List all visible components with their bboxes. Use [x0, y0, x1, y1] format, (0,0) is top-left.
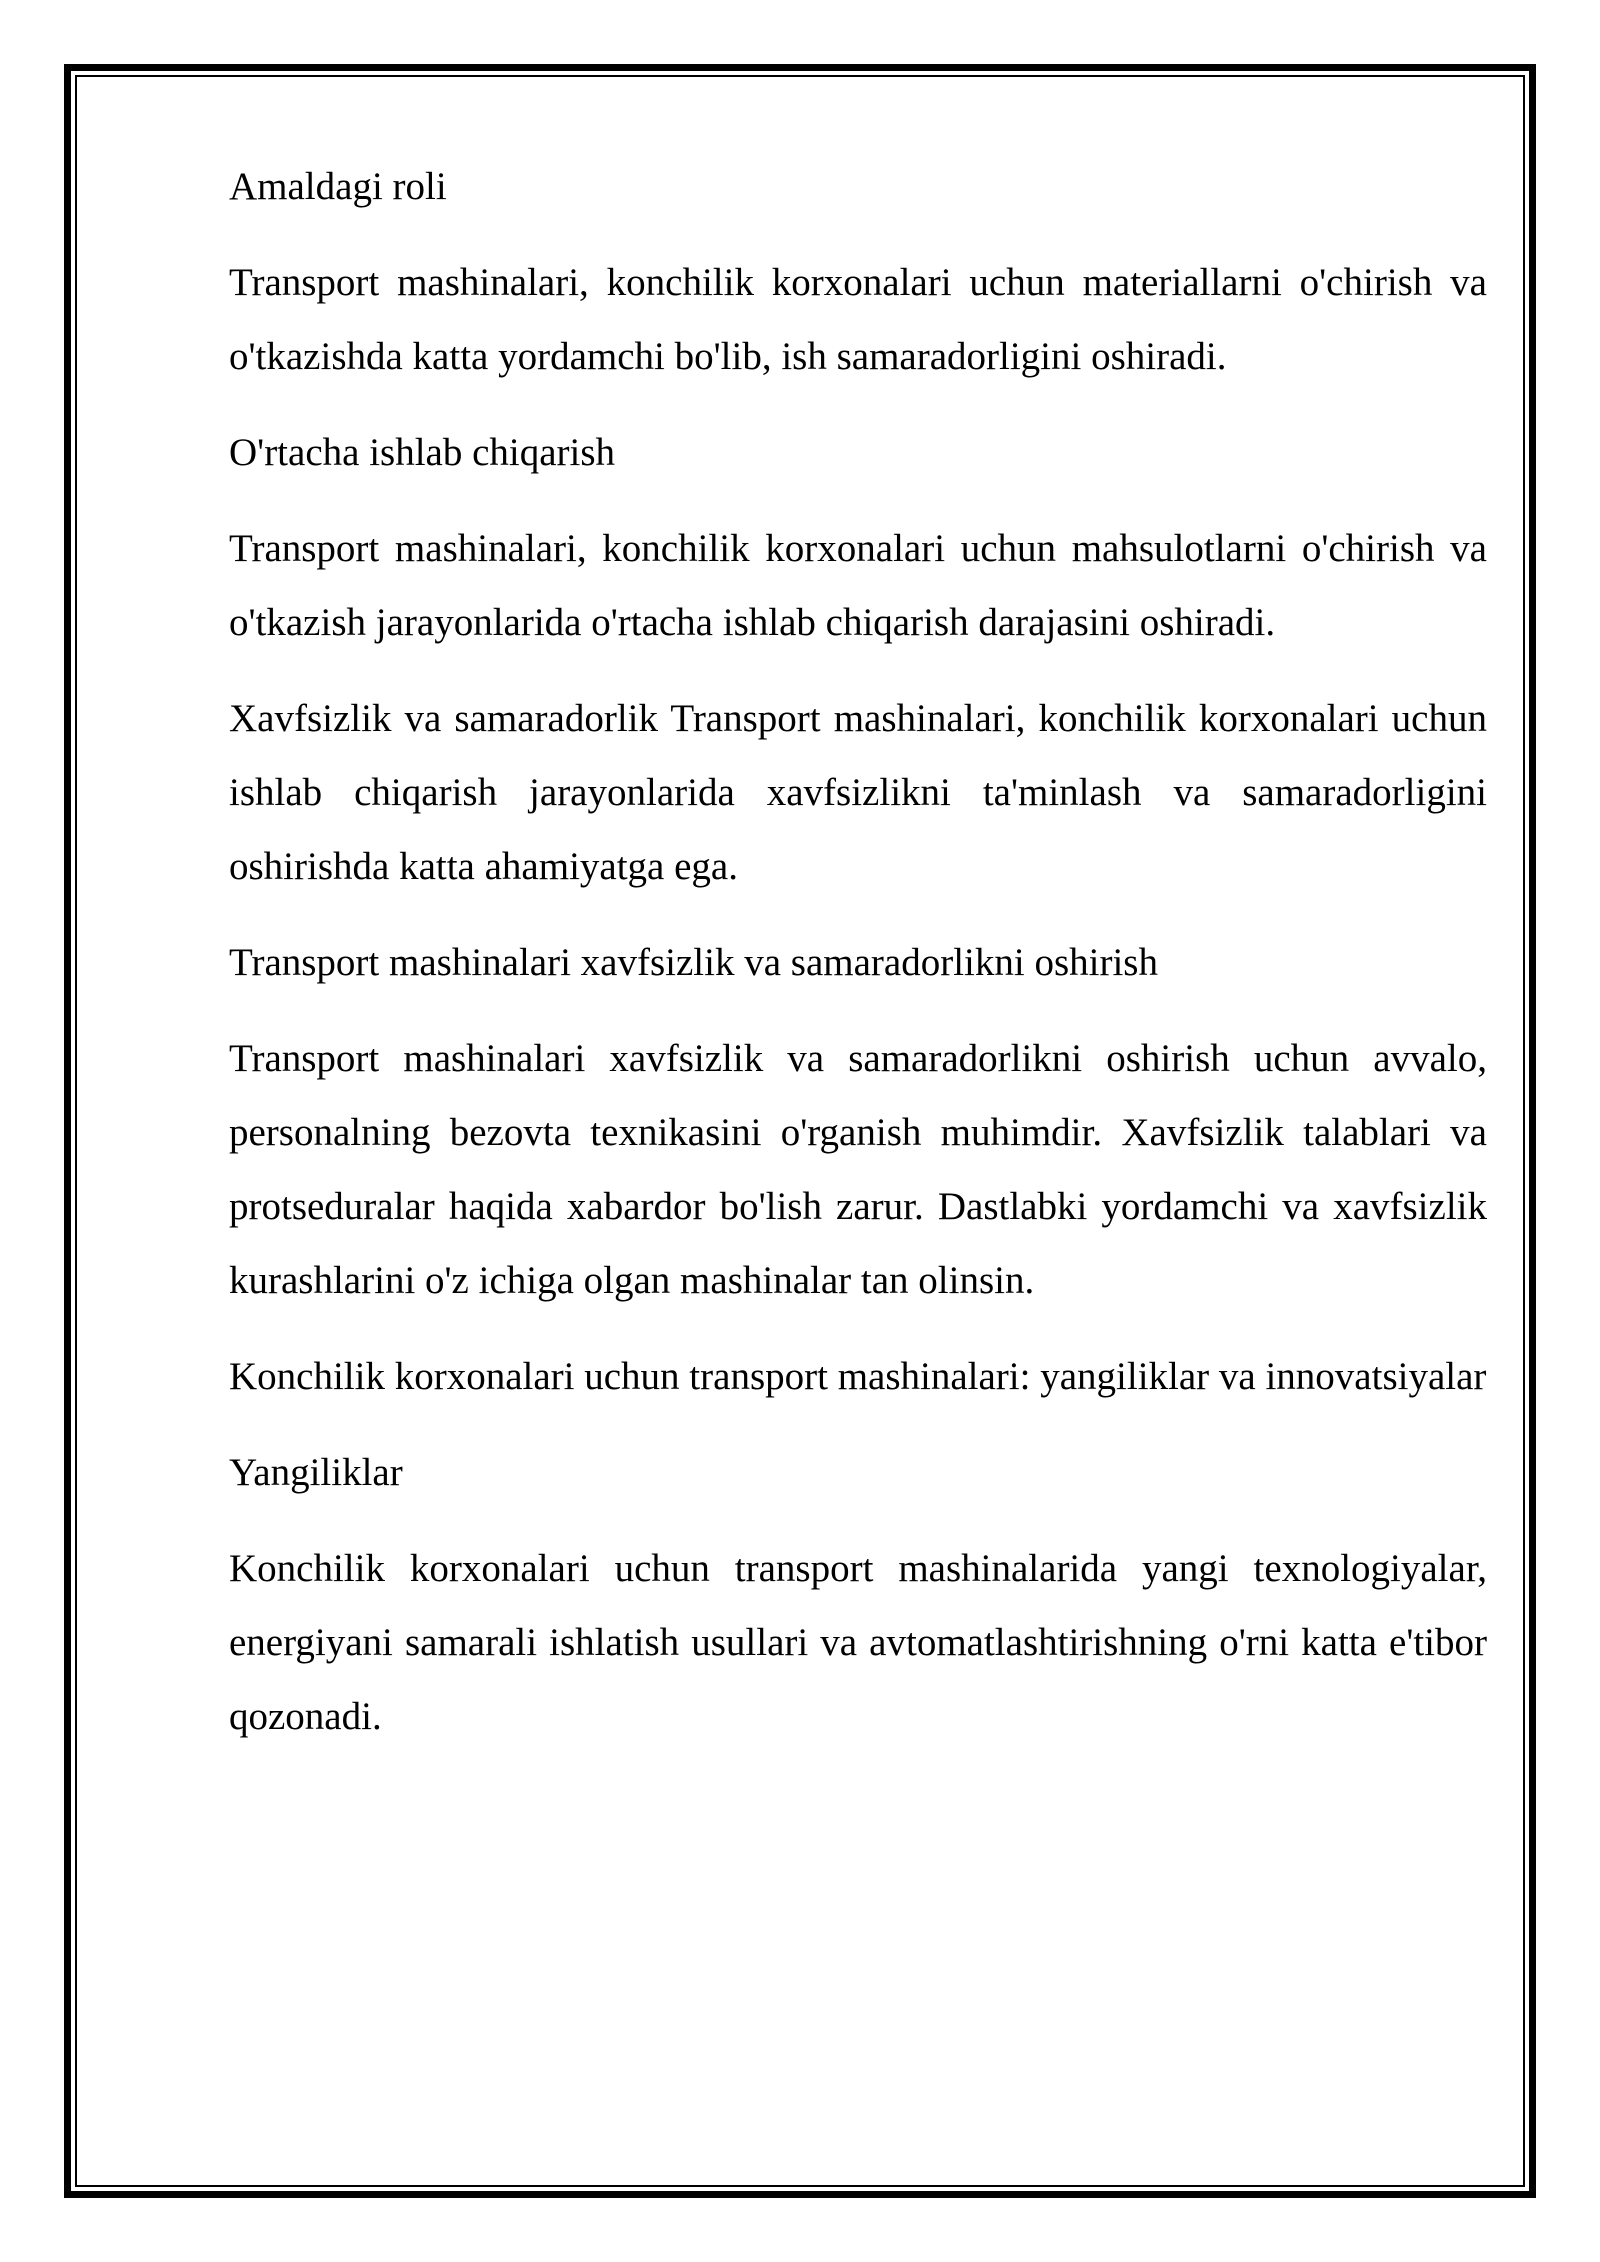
paragraph-xavfsizlik-oshirish: Transport mashinalari xavfsizlik va samaradorlikni oshirish uchun avvalo, personalning bezovta texnikasini o'rganish muhimdir. Xavfsizlik talablari va protseduralar haqida xabardor bo'lish zarur. Dastlabki yordamchi va xavfsizlik kurashlarini o'z ichiga olgan mashinalar tan olinsin. [229, 1037, 1487, 1302]
heading-ortacha-ishlab-chiqarish: O'rtacha ishlab chiqarish [229, 431, 616, 474]
document-body [229, 150, 1487, 1776]
heading-xavfsizlik-oshirish: Transport mashinalari xavfsizlik va samaradorlikni oshirish [229, 941, 1158, 984]
paragraph-yangiliklar: Konchilik korxonalari uchun transport mashinalarida yangi texnologiyalar, energiyani samarali ishlatish usullari va avtomatlashtirishning o'rni katta e'tibor qozonadi. [229, 1547, 1487, 1738]
heading-amaldagi-roli: Amaldagi roli [229, 165, 447, 208]
paragraph-amaldagi-roli: Transport mashinalari, konchilik korxonalari uchun materiallarni o'chirish va o'tkazishda katta yordamchi bo'lib, ish samaradorligini oshiradi. [229, 261, 1487, 378]
heading-yangiliklar: Yangiliklar [229, 1451, 403, 1494]
paragraph-ortacha-ishlab-chiqarish: Transport mashinalari, konchilik korxonalari uchun mahsulotlarni o'chirish va o'tkazish jarayonlarida o'rtacha ishlab chiqarish darajasini oshiradi. [229, 527, 1487, 644]
paragraph-yangiliklar-innovatsiyalar: Konchilik korxonalari uchun transport mashinalari: yangiliklar va innovatsiyalar [229, 1355, 1487, 1398]
paragraph-xavfsizlik-va-samaradorlik: Xavfsizlik va samaradorlik Transport mashinalari, konchilik korxonalari uchun ishlab chiqarish jarayonlarida xavfsizlikni ta'minlash va samaradorligini oshirishda katta ahamiyatga ega. [229, 697, 1487, 888]
